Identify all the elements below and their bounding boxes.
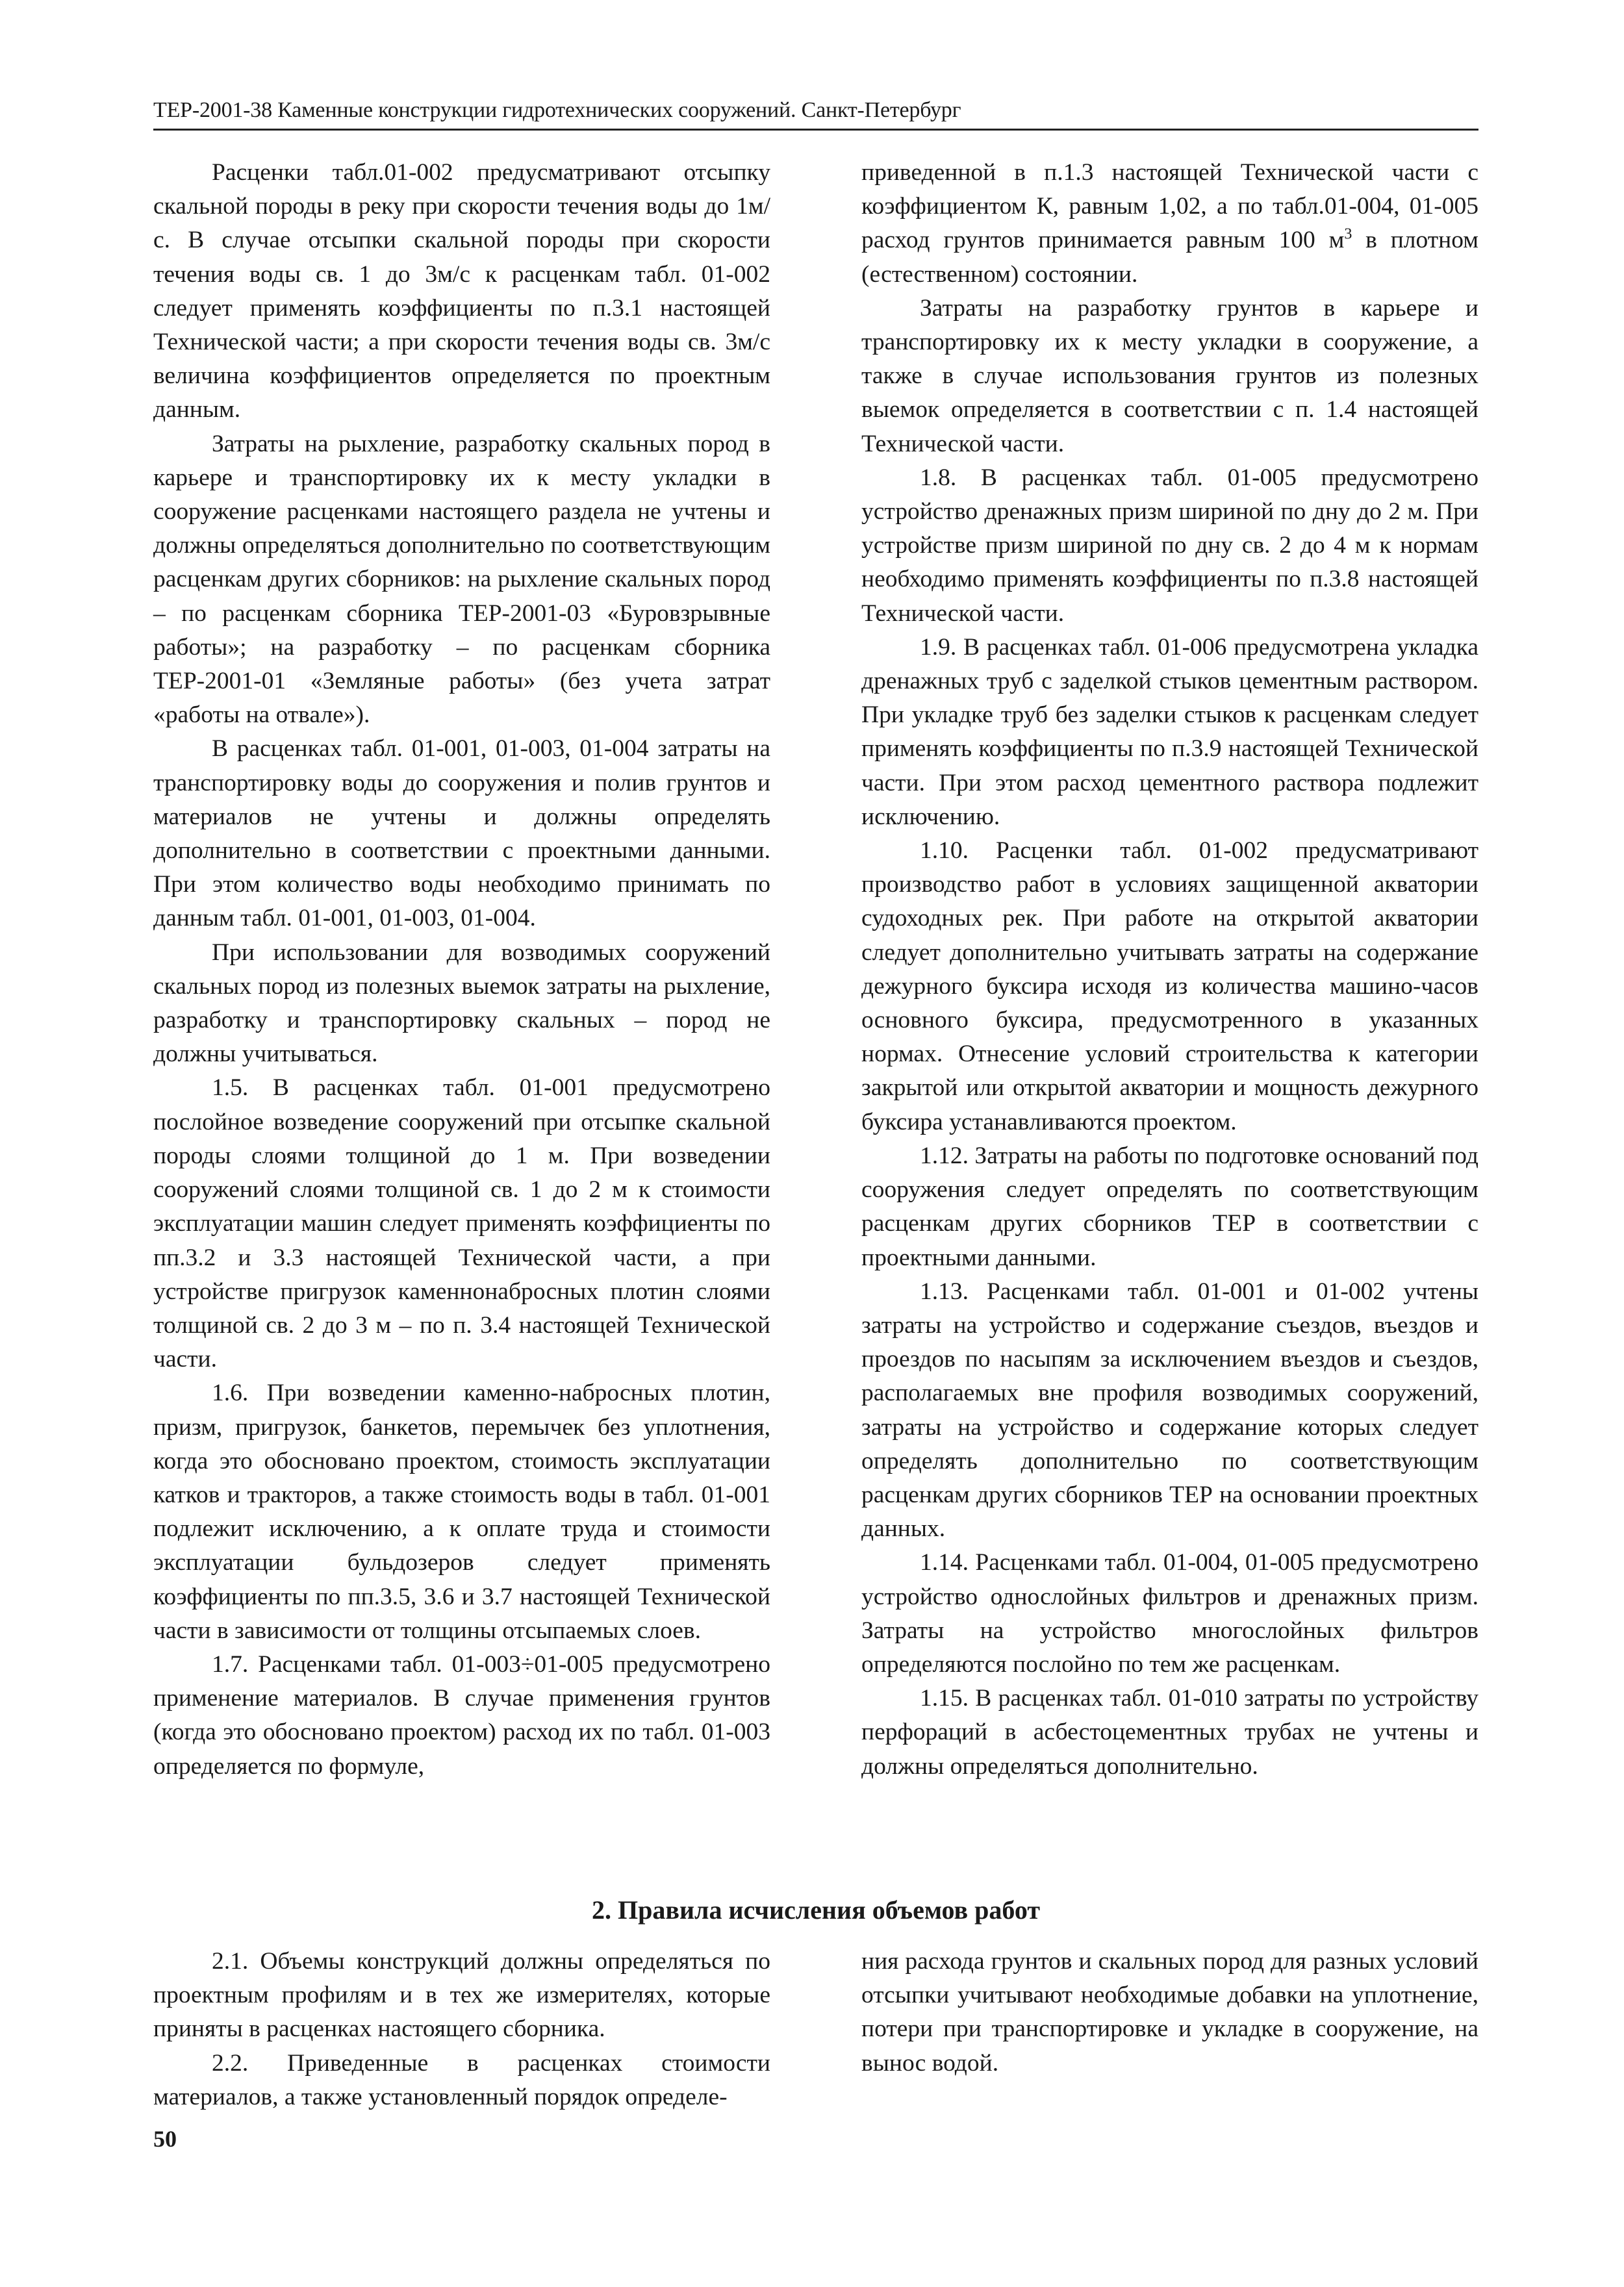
- continuation-text: приведенной в п.1.3 настоящей Технической части с коэффициентом К, равным 1,02, а по табл.01-004, 01-005 расход грунтов принимается равным 100 м: [861, 159, 1478, 254]
- paragraph: Затраты на рыхление, разработку скальных пород в карьере и транспортировку их к месту укладки в сооружение расценками настоящего раздела не учтены и должны определяться дополнительно по соответствующим расценкам других сборников: на рыхление скальных пород – по расценкам сборника ТЕР-2001-03 «Буровзрывные работы»; на разработку – по расценкам сборника ТЕР-2001-01 «Земляные работы» (без учета затрат «работы на отвале»).: [153, 430, 770, 729]
- paragraph-1-10: 1.10. Расценки табл. 01-002 предусматривают производство работ в условиях защищенной акватории судоходных рек. При работе на открытой акватории следует дополнительно учитывать затраты на содержание дежурного буксира исходя из количества машино-часов основного буксира, предусмотренного в указанных нормах. Отнесение условий строительства к категории закрытой или открытой акватории и мощность дежурного буксира устанавливаются проектом.: [861, 837, 1478, 1135]
- section1-right-column: [861, 156, 1478, 1784]
- paragraph-continuation: [861, 156, 1478, 292]
- section-heading: 2. Правила исчисления объемов работ: [592, 1895, 1040, 1925]
- section2-right-column: [861, 1945, 1478, 2080]
- paragraph-1-5: 1.5. В расценках табл. 01-001 предусмотрено послойное возведение сооружений при отсыпке скальной породы слоями толщиной до 1 м. При возведении сооружений слоями толщиной св. 1 до 2 м к стоимости эксплуатации машин следует применять коэффициенты по пп.3.2 и 3.3 настоящей Технической части, а при устройстве пригрузок каменнонабросных плотин слоями толщиной св. 2 до 3 м – по п. 3.4 настоящей Технической части.: [153, 1074, 770, 1373]
- cubic-superscript: 3: [1344, 225, 1352, 243]
- paragraph: Затраты на разработку грунтов в карьере и транспортировку их к месту укладки в сооружение, а также в случае использования грунтов из полезных выемок определяется в соответствии с п. 1.4 настоящей Технической части.: [861, 294, 1478, 457]
- paragraph-2-2: 2.2. Приведенные в расценках стоимости материалов, а также установленный порядок определе-: [153, 2049, 770, 2110]
- paragraph-1-15: 1.15. В расценках табл. 01-010 затраты по устройству перфораций в асбестоцементных трубах не учтены и должны определяться дополнительно.: [861, 1685, 1478, 1780]
- section1-left-column: [153, 156, 770, 1784]
- paragraph-1-12: 1.12. Затраты на работы по подготовке оснований под сооружения следует определять по соответствующим расценкам других сборников ТЕР в соответствии с проектными данными.: [861, 1142, 1478, 1271]
- paragraph-continuation: ния расхода грунтов и скальных пород для разных условий отсыпки учитывают необходимые добавки на уплотнение, потери при транспортировке и укладке в сооружение, на вынос водой.: [861, 1948, 1478, 2077]
- paragraph-1-14: 1.14. Расценками табл. 01-004, 01-005 предусмотрено устройство однослойных фильтров и дренажных призм. Затраты на устройство многослойных фильтров определяются послойно по тем же расценкам.: [861, 1549, 1478, 1678]
- section2-left-column: [153, 1945, 770, 2114]
- paragraph: В расценках табл. 01-001, 01-003, 01-004 затраты на транспортировку воды до сооружения и полив грунтов и материалов не учтены и должны определять дополнительно в соответствии с проектными данными. При этом количество воды необходимо принимать по данным табл. 01-001, 01-003, 01-004.: [153, 735, 770, 932]
- paragraph-1-6: 1.6. При возведении каменно-набросных плотин, призм, пригрузок, банкетов, перемычек без уплотнения, когда это обосновано проектом, стоимость эксплуатации катков и тракторов, а также стоимость воды в табл. 01-001 подлежит исключению, а к оплате труда и стоимости эксплуатации бульдозеров следует применять коэффициенты по пп.3.5, 3.6 и 3.7 настоящей Технической части в зависимости от толщины отсыпаемых слоев.: [153, 1380, 770, 1644]
- paragraph-1-13: 1.13. Расценками табл. 01-001 и 01-002 учтены затраты на устройство и содержание съездов, въездов и проездов по насыпям за исключением въездов и съездов, располагаемых вне профиля возводимых сооружений, затраты на устройство и содержание которых следует определять дополнительно по соответствующим расценкам других сборников ТЕР на основании проектных данных.: [861, 1278, 1478, 1543]
- paragraph: При использовании для возводимых сооружений скальных пород из полезных выемок затраты на рыхление, разработку и транспортировку скальных – пород не должны учитываться.: [153, 939, 770, 1068]
- paragraph-1-9: 1.9. В расценках табл. 01-006 предусмотрена укладка дренажных труб с заделкой стыков цементным раствором. При укладке труб без заделки стыков к расценкам следует применять коэффициенты по п.3.9 настоящей Технической части. При этом расход цементного раствора подлежит исключению.: [861, 633, 1478, 830]
- paragraph: Расценки табл.01-002 предусматривают отсыпку скальной породы в реку при скорости течения воды до 1м/с. В случае отсыпки скальной породы при скорости течения воды св. 1 до 3м/с к расценкам табл. 01-002 следует применять коэффициенты по п.3.1 настоящей Технической части; а при скорости течения воды св. 3м/с величина коэффициентов определяется по проектным данным.: [153, 159, 770, 423]
- paragraph-2-1: 2.1. Объемы конструкций должны определяться по проектным профилям и в тех же измерителях, которые приняты в расценках настоящего сборника.: [153, 1948, 770, 2043]
- running-header: ТЕР-2001-38 Каменные конструкции гидротехнических сооружений. Санкт-Петербург: [153, 95, 1478, 131]
- paragraph-1-8: 1.8. В расценках табл. 01-005 предусмотрено устройство дренажных призм шириной по дну до 2 м. При устройстве призм шириной по дну св. 2 до 4 м к нормам необходимо применять коэффициенты по п.3.8 настоящей Технической части.: [861, 464, 1478, 627]
- continuation-text-end: в плотном (естественном) состоянии.: [861, 227, 1478, 288]
- paragraph-1-7: 1.7. Расценками табл. 01-003÷01-005 предусмотрено применение материалов. В случае применения грунтов (когда это обосновано проектом) расход их по табл. 01-003 определяется по формуле,: [153, 1650, 770, 1780]
- page-number: 50: [153, 2126, 177, 2152]
